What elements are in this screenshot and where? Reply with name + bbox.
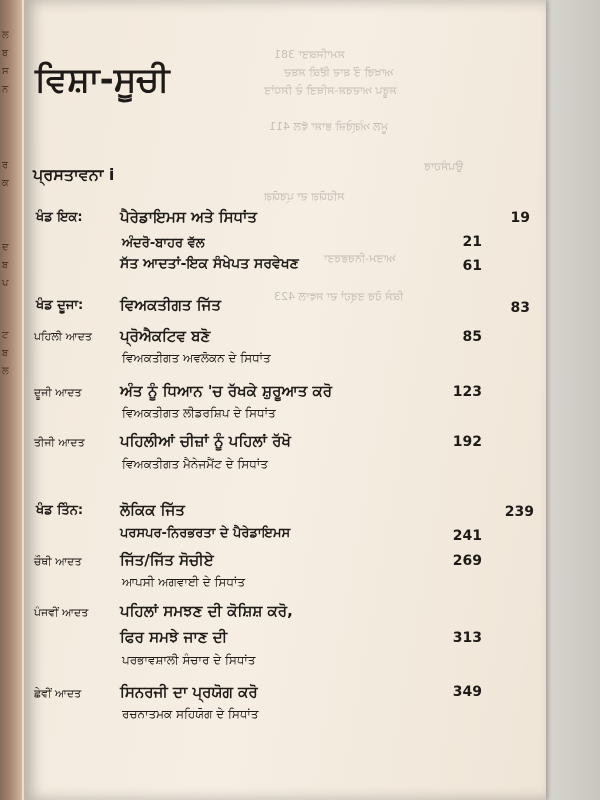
toc-entry-page: 241 [452, 528, 482, 544]
toc-entry-subtitle: ਵਿਅਕਤੀਗਤ ਮੈਨੇਜਮੈਂਟ ਦੇ ਸਿਧਾਂਤ [122, 457, 268, 471]
toc-entry-page: 313 [452, 630, 482, 646]
toc-entry-page: 349 [452, 684, 482, 700]
toc-entry-subtitle: ਵਿਅਕਤੀਗਤ ਲੀਡਰਸ਼ਿਪ ਦੇ ਸਿਧਾਂਤ [122, 406, 276, 420]
toc-entry-page: 21 [462, 234, 482, 250]
book-spine-shadow [0, 0, 22, 800]
habit-label: ਪਹਿਲੀ ਆਦਤ [34, 330, 92, 343]
toc-entry-subtitle: ਰਚਨਾਤਮਕ ਸਹਿਯੋਗ ਦੇ ਸਿਧਾਂਤ [122, 707, 259, 721]
habit-label: ਚੌਥੀ ਆਦਤ [34, 555, 82, 568]
part-three-page: 239 [504, 504, 534, 520]
toc-entry-subtitle: ਪਰਭਾਵਸ਼ਾਲੀ ਸੰਚਾਰ ਦੇ ਸਿਧਾਂਤ [122, 653, 256, 667]
toc-entry-page: 192 [452, 434, 482, 450]
toc-entry-page: 123 [452, 384, 482, 400]
toc-entry-subtitle: ਆਪਸੀ ਅਗਵਾਈ ਦੇ ਸਿਧਾਂਤ [122, 575, 246, 589]
bleed-through-text: ਉਪਸੰਹਾਰ [424, 160, 464, 173]
toc-entry-page: 85 [462, 329, 482, 345]
toc-entry-title[interactable]: ਪਰਸਪਰ-ਨਿਰਭਰਤਾ ਦੇ ਪੈਰੇਡਾਇਮਸ [120, 526, 291, 541]
part-two-page: 83 [510, 300, 530, 316]
habit-label: ਤੀਜੀ ਆਦਤ [34, 436, 85, 449]
toc-entry-title[interactable]: ਅੰਦਰੋ-ਬਾਹਰ ਵੱਲ [122, 236, 205, 251]
toc-entry-title[interactable]: ਸਿਨਰਜੀ ਦਾ ਪ੍ਰਯੋਗ ਕਰੋ [120, 683, 258, 701]
toc-entry-title[interactable]: ਪ੍ਰੋਐਕਟਿਵ ਬਣੋ [120, 327, 211, 345]
part-two-heading[interactable]: ਵਿਅਕਤੀਗਤ ਜਿੱਤ [120, 296, 221, 314]
bleed-through-text: ਮੂਲ ਅੰਗ੍ਰੇਜ਼ੀ ਭਾਸ਼ਾ ਵੱਲ 411 [269, 120, 388, 133]
bleed-through-text: ਕਿਸੇ ਹੋਰ ਤਰ੍ਹਾਂ ਦਾ ਸਵਾਲ 423 [274, 290, 404, 303]
toc-entry-page: 61 [462, 258, 482, 274]
part-one-heading[interactable]: ਪੈਰੇਡਾਇਮਸ ਅਤੇ ਸਿਧਾਂਤ [120, 208, 257, 226]
bleed-through-text: ਆਤਮ-ਨਿਰਭਰਤਾ [324, 252, 396, 265]
toc-entry-title[interactable]: ਅੰਤ ਨੂੰ ਧਿਆਨ 'ਚ ਰੱਖਕੇ ਸ਼ੁਰੂਆਤ ਕਰੋ [120, 382, 333, 400]
background-surface [540, 0, 600, 800]
toc-entry-subtitle: ਵਿਅਕਤੀਗਤ ਅਵਲੋਕਨ ਦੇ ਸਿਧਾਂਤ [122, 351, 271, 365]
part-one-label: ਖੰਡ ਇਕ: [36, 210, 83, 225]
toc-entry-title[interactable]: ਪਹਿਲੀਆਂ ਚੀਜ਼ਾਂ ਨੂੰ ਪਹਿਲਾਂ ਰੱਖੋ [120, 432, 291, 450]
bleed-through-text: ਸਰੂਪ ਆਦਰਸ਼-ਸਥਿਤੀ ਦੇ ਸਿਧਾਂਤ [264, 84, 397, 97]
part-three-label: ਖੰਡ ਤਿੰਨ: [36, 503, 84, 518]
habit-label: ਪੰਜਵੀਂ ਆਦਤ [34, 606, 89, 619]
toc-entry-title[interactable]: ਪਹਿਲਾਂ ਸਮਝਣ ਦੀ ਕੋਸ਼ਿਸ਼ ਕਰੋ, [120, 602, 293, 620]
toc-entry-title[interactable]: ਜਿੱਤ/ਜਿੱਤ ਸੋਚੀਏ [120, 551, 214, 569]
bleed-through-text: ਸਹਿਯੋਗ ਦਾ ਪ੍ਰਯੋਗ [264, 190, 345, 203]
toc-entry-title[interactable]: ਸੱਤ ਆਦਤਾਂ-ਇਕ ਸੰਖੇਪਤ ਸਰਵੇਖਣ [120, 256, 299, 272]
part-three-heading[interactable]: ਲੋਕਿਕ ਜਿੱਤ [120, 501, 185, 519]
toc-entry-page: 269 [452, 553, 482, 569]
part-one-page: 19 [510, 210, 530, 226]
habit-label: ਦੂਜੀ ਆਦਤ [34, 386, 82, 399]
bleed-through-text: ਸਮਾਜਿਕਤਾ 381 [274, 48, 345, 61]
bleed-through-text: ਆਖਰੀ ਤੋਂ ਬਾਦ ਇੱਕੀ ਸ਼ਬਦ [284, 66, 394, 79]
habit-label: ਛੇਵੀਂ ਆਦਤ [34, 687, 82, 700]
page-title: ਵਿਸ਼ਾ-ਸੂਚੀ [35, 60, 170, 100]
book-page [24, 0, 546, 800]
toc-preface[interactable]: ਪ੍ਰਸਤਾਵਨਾ i [33, 165, 115, 184]
part-two-label: ਖੰਡ ਦੂਜਾ: [36, 298, 84, 313]
toc-entry-title-continued[interactable]: ਫਿਰ ਸਮਝੇ ਜਾਣ ਦੀ [120, 628, 228, 646]
